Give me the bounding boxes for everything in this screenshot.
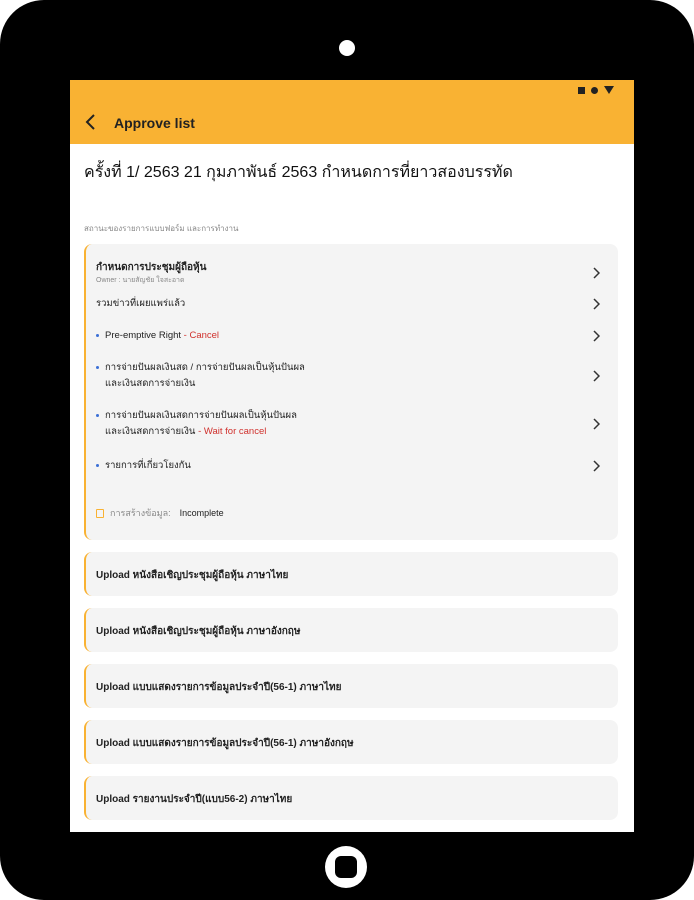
- agenda-card: [84, 244, 618, 540]
- home-button[interactable]: [325, 846, 367, 888]
- home-icon: [335, 856, 357, 878]
- list-item-label: [96, 408, 315, 440]
- upload-card-label: Upload แบบแสดงรายการข้อมูลประจำปี(56-1) ภาษาอังกฤษ: [96, 738, 354, 749]
- upload-card-label: Upload แบบแสดงรายการข้อมูลประจำปี(56-1) ภาษาไทย: [96, 682, 342, 693]
- data-status-value: Incomplete: [179, 508, 224, 518]
- chevron-left-icon[interactable]: [84, 113, 98, 131]
- document-icon: [96, 509, 104, 518]
- app-bar-title: Approve list: [114, 115, 195, 131]
- agenda-heading: กำหนดการประชุมผู้ถือหุ้น: [96, 262, 207, 273]
- upload-card-label: Upload หนังสือเชิญประชุมผู้ถือหุ้น ภาษาอังกฤษ: [96, 626, 301, 637]
- upload-card[interactable]: [84, 776, 618, 820]
- upload-card[interactable]: [84, 552, 618, 596]
- bullet-icon: [96, 414, 99, 417]
- status-text: - Cancel: [183, 330, 220, 341]
- camera-icon: [339, 40, 355, 56]
- page-title: ครั้งที่ 1/ 2563 21 กุมภาพันธ์ 2563 กำหนดการที่ยาวสองบรรทัด: [84, 164, 513, 181]
- data-status-row: [96, 506, 224, 520]
- status-bar: [578, 85, 614, 95]
- list-item-label: รวมข่าวที่เผยแพร่แล้ว: [96, 298, 186, 309]
- list-item[interactable]: [96, 458, 608, 474]
- chevron-right-icon: [592, 370, 600, 382]
- upload-card-label: Upload รายงานประจำปี(แบบ56-2) ภาษาไทย: [96, 794, 293, 805]
- status-text: - Wait for cancel: [198, 426, 267, 437]
- list-item-label: [96, 328, 315, 344]
- upload-card[interactable]: [84, 608, 618, 652]
- data-status-label: การสร้างข้อมูล:: [110, 508, 171, 518]
- owner-label: Owner : นายสัญชัย ใจสะอาด: [96, 277, 185, 284]
- item-text: การจ่ายปันผลเงินสดการจ่ายปันผลเป็นหุ้นปันผล และเงินสดการจ่ายเงิน: [105, 410, 297, 437]
- app-screen: [70, 80, 634, 832]
- list-item[interactable]: [96, 408, 608, 440]
- list-item-label: การจ่ายปันผลเงินสด / การจ่ายปันผลเป็นหุ้นปันผล และเงินสดการจ่ายเงิน: [105, 362, 305, 389]
- chevron-right-icon: [592, 330, 600, 342]
- circle-icon: [591, 87, 598, 94]
- chevron-right-icon: [592, 267, 600, 279]
- triangle-down-icon: [604, 86, 614, 94]
- upload-card[interactable]: [84, 720, 618, 764]
- upload-card[interactable]: [84, 664, 618, 708]
- list-item[interactable]: [96, 296, 608, 312]
- chevron-right-icon: [592, 418, 600, 430]
- square-icon: [578, 87, 585, 94]
- bullet-icon: [96, 464, 99, 467]
- list-item-label: รายการที่เกี่ยวโยงกัน: [105, 460, 191, 471]
- bullet-icon: [96, 334, 99, 337]
- item-text: Pre-emptive Right: [105, 330, 182, 341]
- app-bar: [70, 80, 634, 144]
- chevron-right-icon: [592, 460, 600, 472]
- agenda-heading-row[interactable]: [96, 260, 608, 286]
- section-caption: สถานะของรายการแบบฟอร์ม และการทำงาน: [84, 224, 239, 233]
- list-item[interactable]: [96, 360, 608, 392]
- upload-card-label: Upload หนังสือเชิญประชุมผู้ถือหุ้น ภาษาไทย: [96, 570, 289, 581]
- list-item[interactable]: [96, 328, 608, 344]
- chevron-right-icon: [592, 298, 600, 310]
- bullet-icon: [96, 366, 99, 369]
